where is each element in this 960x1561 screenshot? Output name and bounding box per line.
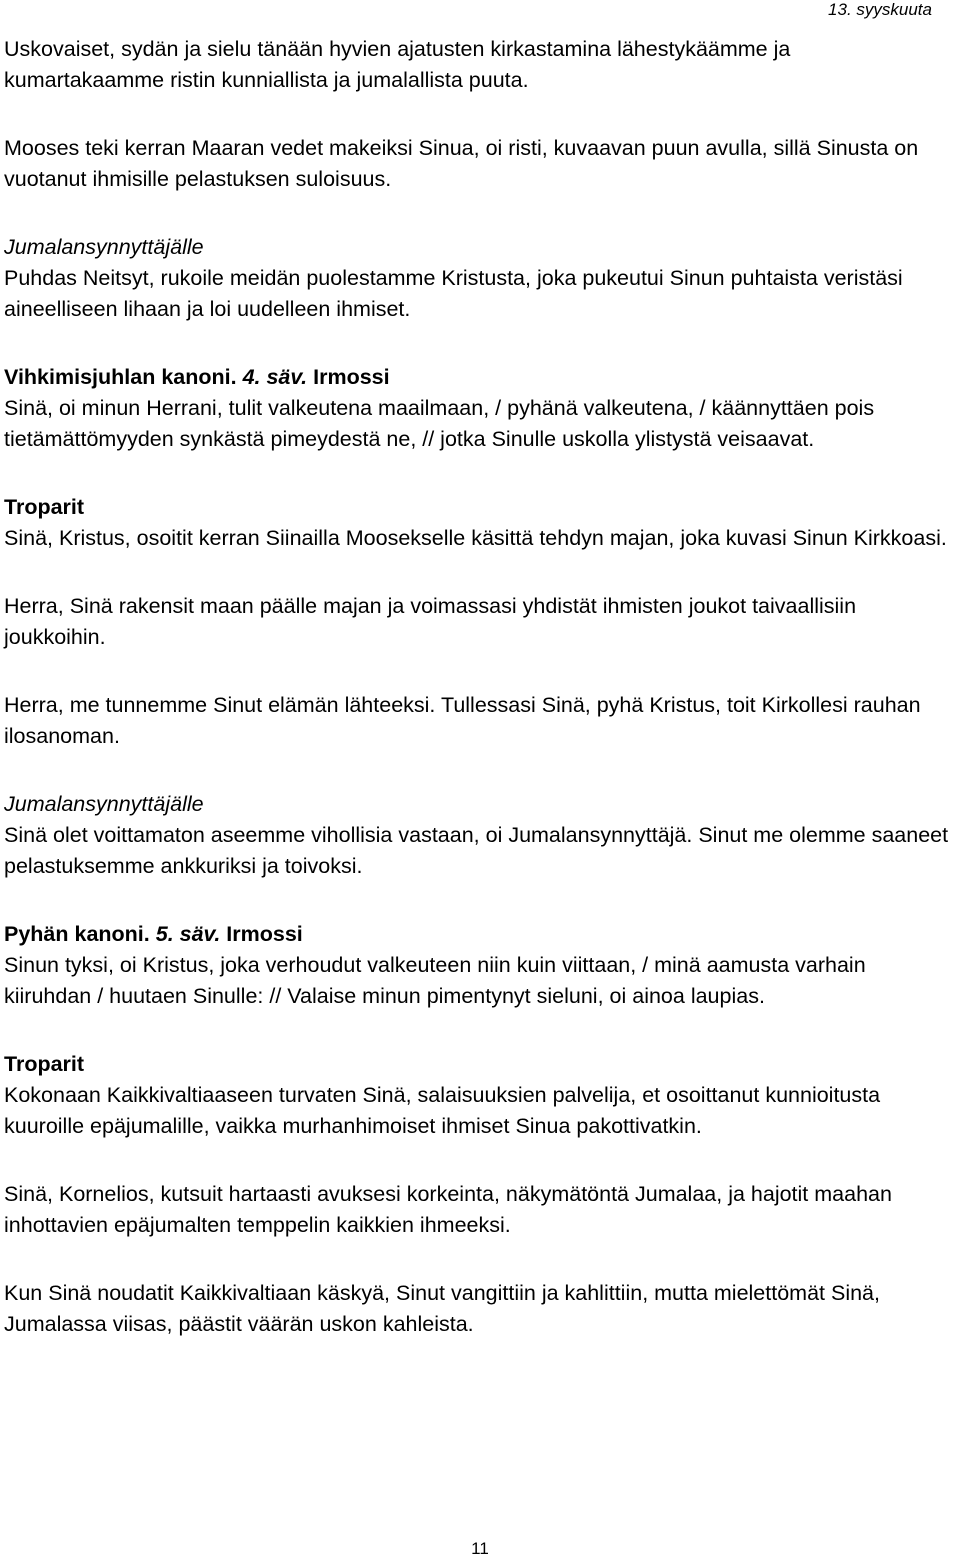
heading-canon-saint-irmos: Irmossi bbox=[220, 922, 303, 946]
paragraph-12: Kun Sinä noudatit Kaikkivaltiaan käskyä, Sinut vangittiin ja kahlittiin, mutta mielettömät Sinä, Jumalassa viisas, päästit väärän uskon kahleista. bbox=[4, 1281, 880, 1336]
paragraph-10: Kokonaan Kaikkivaltiaaseen turvaten Sinä, salaisuuksien palvelija, et osoittanut kunnioitusta kuuroille epäjumalille, vaikka murhanhimoiset ihmiset Sinua pakottivatkin. bbox=[4, 1083, 881, 1138]
heading-canon-saint-tone: 5. säv. bbox=[155, 922, 221, 946]
heading-theotokion-2: Jumalansynnyttäjälle bbox=[4, 792, 204, 816]
paragraph-6: Herra, Sinä rakensit maan päälle majan ja voimassasi yhdistät ihmisten joukot taivaallisiin joukkoihin. bbox=[4, 594, 857, 649]
heading-canon-saint bbox=[4, 919, 950, 950]
page-number: 11 bbox=[471, 1539, 489, 1558]
paragraph-2: Mooses teki kerran Maaran vedet makeiksi Sinua, oi risti, kuvaavan puun avulla, sillä Sinusta on vuotanut ihmisille pelastuksen suloisuus. bbox=[4, 136, 919, 191]
heading-theotokion-1: Jumalansynnyttäjälle bbox=[4, 235, 204, 259]
paragraph-8: Sinä olet voittamaton aseemme vihollisia vastaan, oi Jumalansynnyttäjä. Sinut me olemme saaneet pelastuksemme ankkuriksi ja toivoksi. bbox=[4, 823, 949, 878]
heading-canon-consecration-irmos: Irmossi bbox=[307, 365, 390, 389]
heading-canon-saint-title: Pyhän kanoni. bbox=[4, 922, 156, 946]
paragraph-7: Herra, me tunnemme Sinut elämän lähteeksi. Tullessasi Sinä, pyhä Kristus, toit Kirkollesi rauhan ilosanoman. bbox=[4, 693, 921, 748]
page-header-date: 13. syyskuuta bbox=[828, 0, 932, 19]
heading-troparia-1: Troparit bbox=[4, 495, 85, 519]
paragraph-11: Sinä, Kornelios, kutsuit hartaasti avuksesi korkeinta, näkymätöntä Jumalaa, ja hajotit maahan inhottavien epäjumalten temppelin kaikkien ihmeeksi. bbox=[4, 1182, 892, 1237]
paragraph-5: Sinä, Kristus, osoitit kerran Siinailla Moosekselle käsittä tehdyn majan, joka kuvasi Sinun Kirkkoasi. bbox=[4, 526, 947, 550]
paragraph-3: Puhdas Neitsyt, rukoile meidän puolestamme Kristusta, joka pukeutui Sinun puhtaista veristäsi aineelliseen lihaan ja loi uudelleen ihmiset. bbox=[4, 266, 903, 321]
heading-canon-consecration bbox=[4, 362, 950, 393]
paragraph-9: Sinun tyksi, oi Kristus, joka verhoudut valkeuteen niin kuin viittaan, / minä aamusta varhain kiiruhdan / huutaen Sinulle: // Valaise minun pimentynyt sieluni, oi ainoa laupias. bbox=[4, 953, 866, 1008]
document-body bbox=[4, 34, 950, 1340]
paragraph-4: Sinä, oi minun Herrani, tulit valkeutena maailmaan, / pyhänä valkeutena, / käännyttäen pois tietämättömyyden synkästä pimeydestä ne, // jotka Sinulle uskolla ylistystä veisaavat. bbox=[4, 396, 875, 451]
paragraph-1: Uskovaiset, sydän ja sielu tänään hyvien ajatusten kirkastamina lähestykäämme ja kumartakaamme ristin kunniallista ja jumalallista puuta. bbox=[4, 37, 791, 92]
heading-troparia-2: Troparit bbox=[4, 1052, 85, 1076]
heading-canon-consecration-tone: 4. säv. bbox=[242, 365, 308, 389]
heading-canon-consecration-title: Vihkimisjuhlan kanoni. bbox=[4, 365, 243, 389]
